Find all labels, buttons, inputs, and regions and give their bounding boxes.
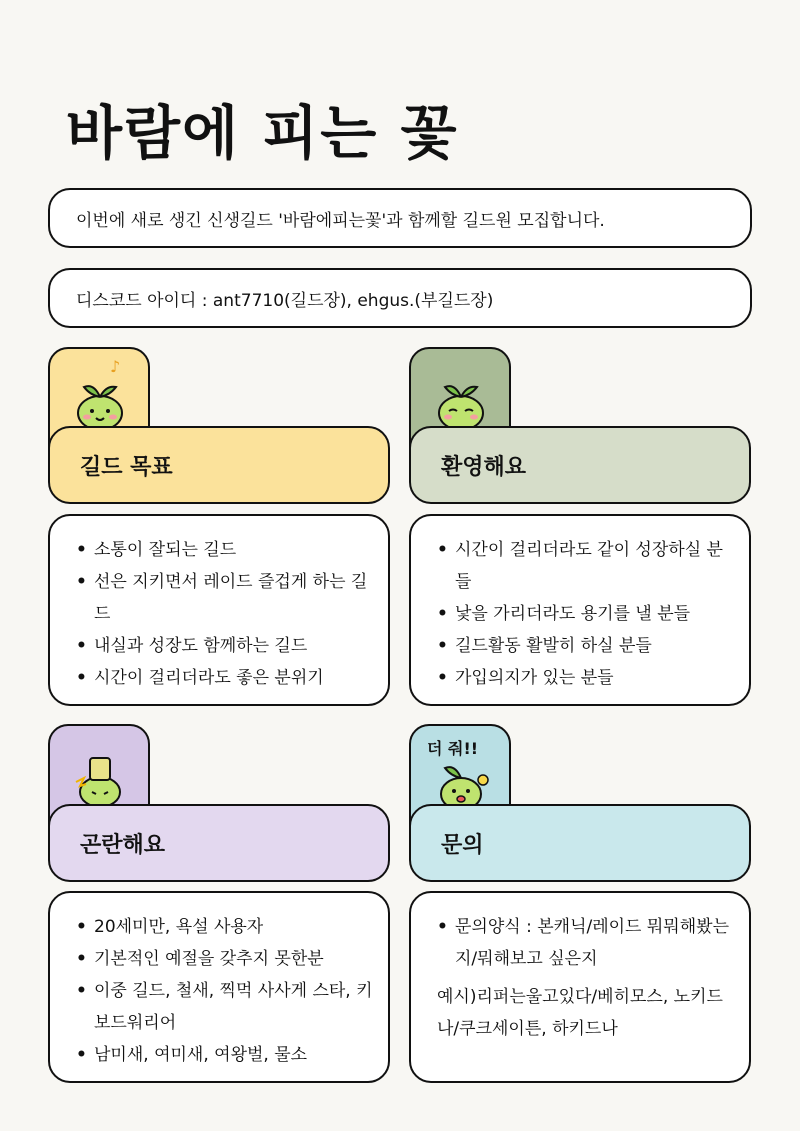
- sprout-mascot-icon: [433, 375, 489, 433]
- give-more-text: 더 줘!!: [427, 739, 479, 758]
- list-item: • 시간이 걸리더라도 같이 성장하실 분들: [437, 534, 737, 598]
- list-item: • 선은 지키면서 레이드 즐겁게 하는 길드: [76, 566, 376, 630]
- music-note-icon: ♪: [110, 357, 121, 376]
- trouble-box: [48, 891, 390, 1083]
- list-item: • 이중 길드, 철새, 찍먹 사사게 스타, 키보드워리어: [76, 975, 376, 1039]
- list-item: • 낯을 가리더라도 용기를 낼 분들: [437, 598, 737, 630]
- page-title: 바람에 피는 꽃: [66, 99, 459, 167]
- list-item: • 기본적인 예절을 갖추지 못한분: [76, 943, 376, 975]
- discord-banner: 디스코드 아이디 : ant7710(길드장), ehgus.(부길드장): [48, 268, 752, 328]
- welcome-box: [409, 514, 751, 706]
- list-item: • 내실과 성장도 함께하는 길드: [76, 630, 376, 662]
- list-item: • 가입의지가 있는 분들: [437, 662, 737, 694]
- list-item: • 20세미만, 욕설 사용자: [76, 911, 376, 943]
- goal-heading: 길드 목표: [48, 426, 390, 504]
- sprout-mascot-icon: [72, 375, 128, 433]
- goal-box: [48, 514, 390, 706]
- inquiry-example: 예시)리퍼는울고있다/베히모스, 노키드나/쿠크세이튼, 하키드나: [437, 987, 723, 1039]
- inquiry-heading: 문의: [409, 804, 751, 882]
- list-item: • 문의양식 : 본캐닉/레이드 뭐뭐해봤는지/뭐해보고 싶은지: [437, 911, 737, 975]
- inquiry-box: [409, 891, 751, 1083]
- list-item: • 남미새, 여미새, 여왕벌, 물소: [76, 1039, 376, 1071]
- trouble-heading: 곤란해요: [48, 804, 390, 882]
- list-item: • 길드활동 활발히 하실 분들: [437, 630, 737, 662]
- list-item: • 소통이 잘되는 길드: [76, 534, 376, 566]
- welcome-heading: 환영해요: [409, 426, 751, 504]
- intro-banner: 이번에 새로 생긴 신생길드 '바람에피는꽃'과 함께할 길드원 모집합니다.: [48, 188, 752, 248]
- sprout-mascot-icon: [72, 752, 128, 810]
- list-item: • 시간이 걸리더라도 좋은 분위기: [76, 662, 376, 694]
